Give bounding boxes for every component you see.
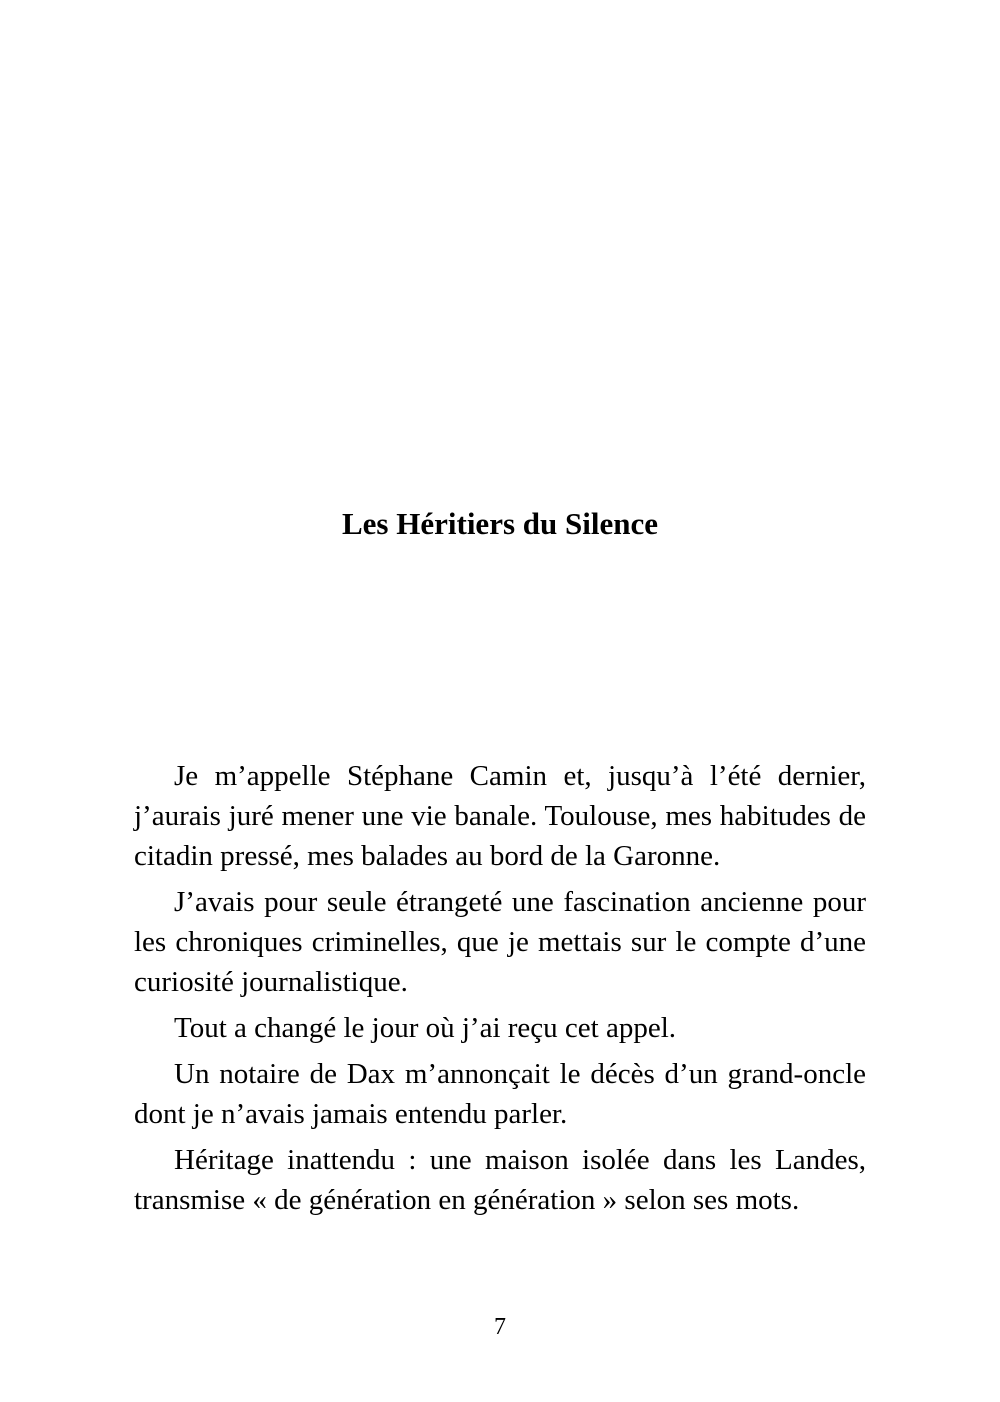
body-text bbox=[134, 756, 866, 1226]
paragraph-5: Héritage inattendu : une maison isolée dans les Landes, transmise « de génération en génération » selon ses mots. bbox=[134, 1144, 866, 1216]
paragraph-2: J’avais pour seule étrangeté une fascination ancienne pour les chroniques criminelles, que je mettais sur le compte d’une curiosité journalistique. bbox=[134, 886, 866, 998]
paragraph-4: Un notaire de Dax m’annonçait le décès d’un grand-oncle dont je n’avais jamais entendu parler. bbox=[134, 1058, 866, 1130]
chapter-title: Les Héritiers du Silence bbox=[342, 506, 658, 541]
paragraph-1: Je m’appelle Stéphane Camin et, jusqu’à l’été dernier, j’aurais juré mener une vie banale. Toulouse, mes habitudes de citadin pressé, mes balades au bord de la Garonne. bbox=[134, 760, 866, 872]
page-number: 7 bbox=[494, 1314, 506, 1340]
paragraph-3: Tout a changé le jour où j’ai reçu cet appel. bbox=[174, 1012, 677, 1044]
